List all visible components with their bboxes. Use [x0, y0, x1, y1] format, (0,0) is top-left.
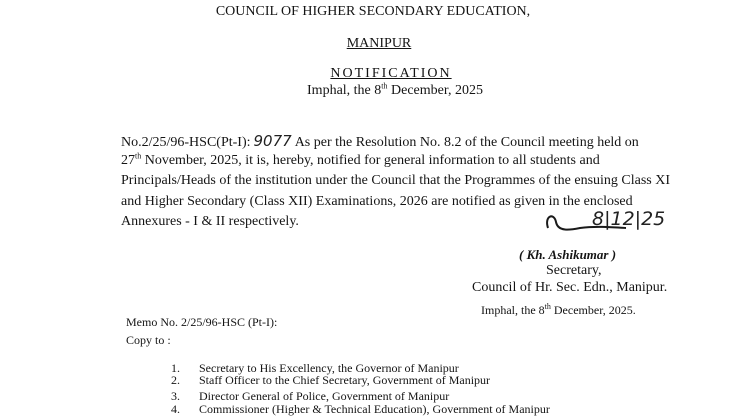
copy-to-label: Copy to : — [126, 333, 171, 347]
place-date — [22, 83, 746, 99]
body-line-2-text: November, 2025, it is, hereby, notified for general information to all students and — [141, 153, 600, 168]
body-line-1 — [121, 132, 639, 151]
signature-date-sup: th — [544, 302, 551, 311]
body-line-2-date: 27 — [121, 153, 135, 168]
signature-date-suffix: December, 2025. — [550, 303, 636, 317]
copy-item-number: 2. — [171, 373, 180, 387]
council-title: COUNCIL OF HIGHER SECONDARY EDUCATION, — [215, 4, 531, 19]
copy-list-item — [171, 402, 550, 417]
copy-item-text: Director General of Police, Government of Manipur — [199, 389, 450, 403]
state-name-text: MANIPUR — [346, 36, 412, 51]
reference-number: No.2/25/96-HSC(Pt-I): — [121, 135, 251, 150]
signatory-office: Council of Hr. Sec. Edn., Manipur. — [472, 280, 668, 295]
copy-item-text: Staff Officer to the Chief Secretary, Government of Manipur — [199, 373, 491, 387]
handwritten-number: 9077 — [253, 132, 292, 150]
copy-item-number: 4. — [171, 402, 180, 416]
signature-date-prefix: Imphal, the 8 — [481, 303, 545, 317]
copy-item-text: Commissioner (Higher & Technical Education), Government of Manipur — [199, 402, 550, 416]
body-line-2 — [121, 153, 600, 169]
body-line-3: Principals/Heads of the institution under the Council that the Programmes of the ensuing Class XI — [121, 173, 671, 188]
notification-heading-text: NOTIFICATION — [330, 66, 452, 81]
signature-date: 8|12|25 — [592, 208, 666, 230]
copy-list-item — [171, 373, 490, 388]
state-name — [6, 36, 746, 52]
body-line-1-text: As per the Resolution No. 8.2 of the Council meeting held on — [294, 135, 639, 150]
place-date-prefix: Imphal, the 8 — [307, 83, 382, 98]
signatory-designation: Secretary, — [546, 263, 602, 278]
place-date-suffix: December, 2025 — [387, 83, 483, 98]
copy-item-number: 3. — [171, 389, 180, 403]
body-line-4: and Higher Secondary (Class XII) Examinations, 2026 are notified as given in the enclosed — [121, 194, 633, 209]
signatory-name: ( Kh. Ashikumar ) — [519, 247, 617, 262]
place-date-sup: th — [381, 81, 388, 91]
body-line-2-sup: th — [135, 151, 142, 161]
body-line-5: Annexures - I & II respectively. — [121, 214, 299, 229]
memo-number: Memo No. 2/25/96-HSC (Pt-I): — [126, 315, 278, 329]
copy-item-text: Secretary to His Excellency, the Governor of Manipur — [199, 361, 459, 375]
notification-heading — [18, 66, 746, 82]
signature-place-date — [481, 303, 636, 318]
copy-item-number: 1. — [171, 361, 180, 375]
